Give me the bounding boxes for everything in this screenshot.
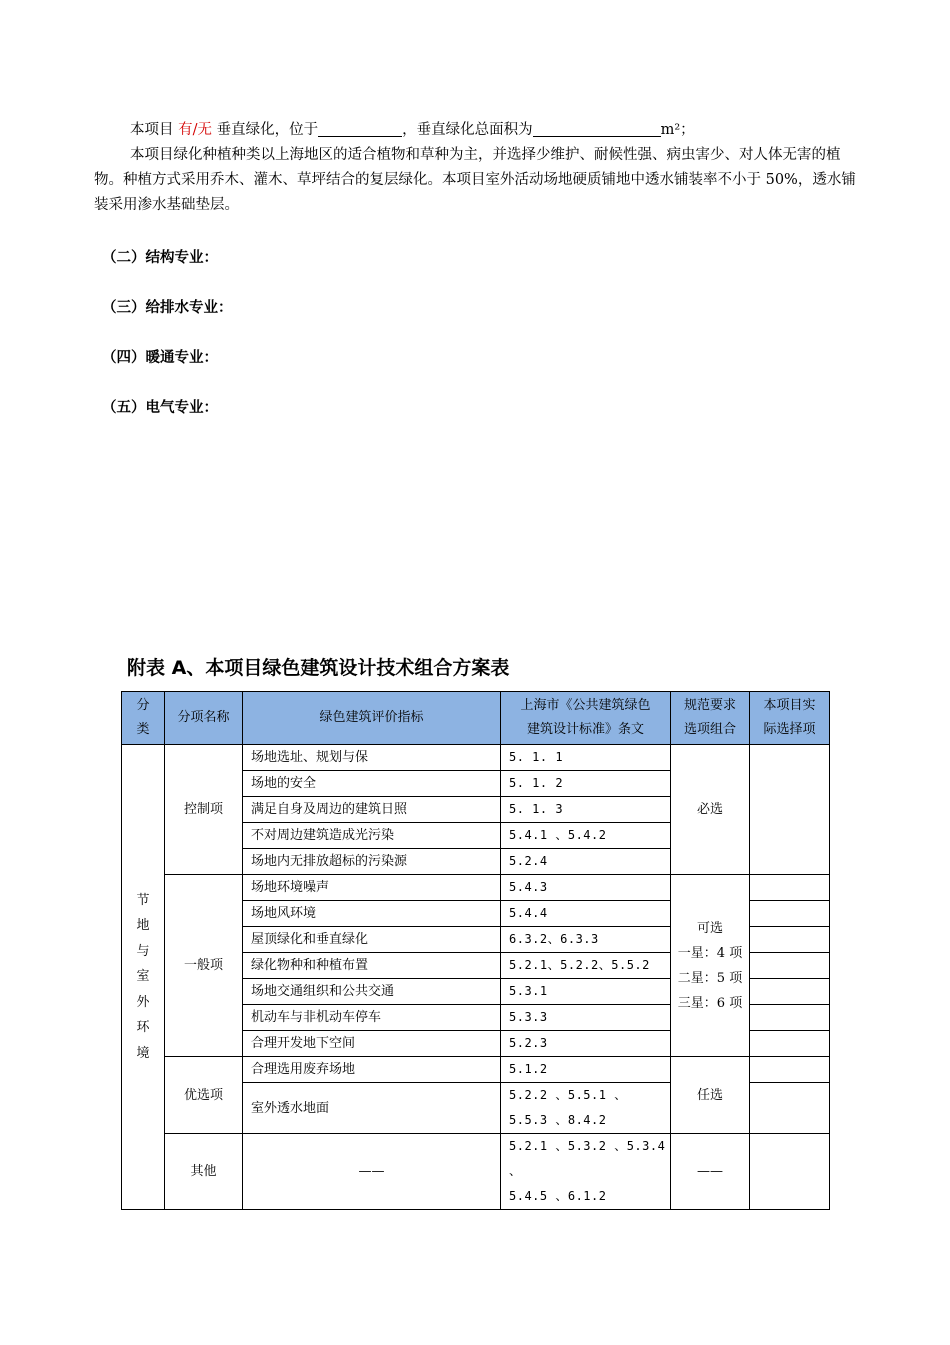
table-row: [122, 1057, 830, 1083]
clause-cell: 5.2.2 、5.5.1 、 5.5.3 、8.4.2: [501, 1083, 671, 1134]
indicator-cell: 屋顶绿化和垂直绿化: [243, 927, 501, 953]
para-after-blank: ，垂直绿化总面积为: [402, 122, 533, 138]
indicator-cell: 满足自身及周边的建筑日照: [243, 797, 501, 823]
table-header-row: [122, 692, 830, 745]
actual-choice-cell[interactable]: [750, 745, 830, 875]
clause-cell: 5.2.1 、5.3.2 、5.3.4 、 5.4.5 、6.1.2: [501, 1134, 671, 1210]
vertical-greening-paragraph: [94, 118, 905, 143]
clause-cell: 5.1.2: [501, 1057, 671, 1083]
header-category: 分 类: [122, 692, 165, 745]
para-prefix: 本项目: [130, 122, 179, 138]
planting-paragraph: 本项目绿化种植种类以上海地区的适合植物和草种为主，并选择少维护、耐候性强、病虫害少、对人体无害的植物。种植方式采用乔木、灌木、草坪结合的复层绿化。本项目室外活动场地硬质铺地中透水铺装率不小于 50%，透水铺装采用渗水基础垫层。: [94, 147, 856, 213]
indicator-cell: 室外透水地面: [243, 1083, 501, 1134]
indicator-cell: ——: [243, 1134, 501, 1210]
clause-cell: 5.3.1: [501, 979, 671, 1005]
section-hvac: （四）暖通专业：: [102, 350, 218, 366]
table-row: [122, 745, 830, 771]
para-middle: 垂直绿化，位于: [212, 122, 319, 138]
section-structure: （二）结构专业：: [102, 250, 218, 266]
indicator-cell: 场地选址、规划与保: [243, 745, 501, 771]
header-clause: 上海市《公共建筑绿色 建筑设计标准》条文: [501, 692, 671, 745]
green-building-table: [121, 691, 830, 1210]
header-requirement: 规范要求 选项组合: [671, 692, 750, 745]
actual-choice-cell[interactable]: [750, 1031, 830, 1057]
category-label: 节 地 与 室 外 环 境: [136, 892, 150, 1061]
group-control: 控制项: [165, 745, 243, 875]
clause-cell: 5.2.3: [501, 1031, 671, 1057]
category-cell: [122, 745, 165, 1210]
area-unit: m²；: [660, 122, 695, 138]
group-preferred: 优选项: [165, 1057, 243, 1134]
header-indicator: 绿色建筑评价指标: [243, 692, 501, 745]
indicator-cell: 场地内无排放超标的污染源: [243, 849, 501, 875]
location-blank[interactable]: [318, 121, 402, 137]
indicator-cell: 合理开发地下空间: [243, 1031, 501, 1057]
clause-cell: 5.4.4: [501, 901, 671, 927]
clause-cell: 5.4.3: [501, 875, 671, 901]
clause-cell: 5.2.1、5.2.2、5.5.2: [501, 953, 671, 979]
indicator-cell: 合理选用废弃场地: [243, 1057, 501, 1083]
actual-choice-cell[interactable]: [750, 1057, 830, 1083]
indicator-cell: 不对周边建筑造成光污染: [243, 823, 501, 849]
group-other: 其他: [165, 1134, 243, 1210]
clause-cell: 5. 1. 1: [501, 745, 671, 771]
indicator-cell: 场地环境噪声: [243, 875, 501, 901]
indicator-cell: 场地风环境: [243, 901, 501, 927]
actual-choice-cell[interactable]: [750, 979, 830, 1005]
clause-cell: 5.3.3: [501, 1005, 671, 1031]
requirement-preferred: 任选: [671, 1057, 750, 1134]
actual-choice-cell[interactable]: [750, 927, 830, 953]
clause-cell: 5. 1. 3: [501, 797, 671, 823]
group-general: 一般项: [165, 875, 243, 1057]
area-blank[interactable]: [533, 121, 661, 137]
actual-choice-cell[interactable]: [750, 1083, 830, 1134]
indicator-cell: 场地的安全: [243, 771, 501, 797]
indicator-cell: 场地交通组织和公共交通: [243, 979, 501, 1005]
requirement-other: ——: [671, 1134, 750, 1210]
clause-cell: 5. 1. 2: [501, 771, 671, 797]
table-title: 附表 A、本项目绿色建筑设计技术组合方案表: [127, 657, 510, 679]
header-sub: 分项名称: [165, 692, 243, 745]
actual-choice-cell[interactable]: [750, 1134, 830, 1210]
yes-no-option: 有/无: [178, 122, 212, 138]
requirement-control: 必选: [671, 745, 750, 875]
indicator-cell: 机动车与非机动车停车: [243, 1005, 501, 1031]
clause-cell: 6.3.2、6.3.3: [501, 927, 671, 953]
clause-cell: 5.4.1 、5.4.2: [501, 823, 671, 849]
actual-choice-cell[interactable]: [750, 875, 830, 901]
clause-cell: 5.2.4: [501, 849, 671, 875]
actual-choice-cell[interactable]: [750, 1005, 830, 1031]
indicator-cell: 绿化物种和种植布置: [243, 953, 501, 979]
table-row: [122, 875, 830, 901]
actual-choice-cell[interactable]: [750, 953, 830, 979]
header-actual: 本项目实 际选择项: [750, 692, 830, 745]
section-electrical: （五）电气专业：: [102, 400, 218, 416]
requirement-general: 可选 一星：4 项 二星：5 项 三星：6 项: [671, 875, 750, 1057]
section-water: （三）给排水专业：: [102, 300, 233, 316]
actual-choice-cell[interactable]: [750, 901, 830, 927]
